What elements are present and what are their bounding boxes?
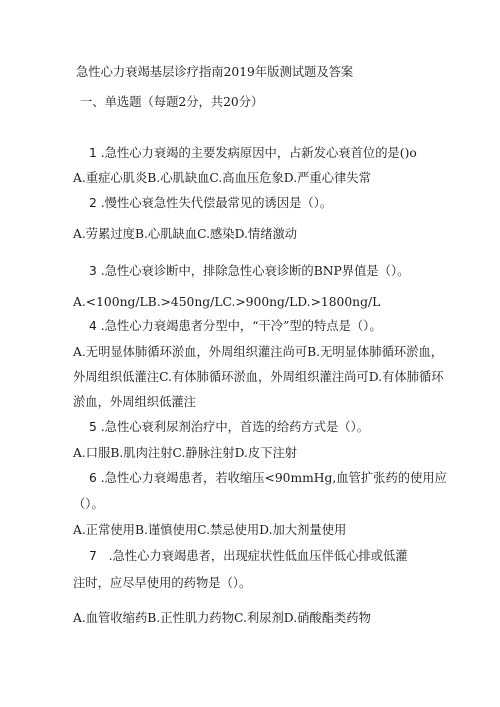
question-text-line-1: .急性心力衰竭患者，若收缩压<90mmHg,血管扩张药的使用应 xyxy=(100,471,447,485)
question-number: 7 xyxy=(89,549,97,563)
question-text: .急性心衰诊断中，排除急性心衰诊断的BNP界值是（）。 xyxy=(100,264,410,278)
question-text: .慢性心衰急性失代偿最常见的诱因是（）。 xyxy=(100,196,333,210)
question-1-options: A.重症心肌炎B.心肌缺血C.高血压危象D.严重心律失常 xyxy=(73,171,371,185)
question-3-options: A.<100ng/LB.>450ng/LC.>900ng/LD.>1800ng/L xyxy=(73,295,381,309)
question-6-options: A.正常使用B.谨慎使用C.禁忌使用D.加大剂量使用 xyxy=(73,523,347,537)
question-text: .急性心力衰竭的主要发病原因中，占新发心衰首位的是()o xyxy=(100,146,417,160)
question-number: 6 xyxy=(89,471,97,485)
question-4-options-line-2: 外周组织低灌注C.有体肺循环淤血，外周组织灌注尚可D.有体肺循环 xyxy=(73,370,444,384)
question-6 xyxy=(89,470,447,486)
question-7-text-line-2: 注时，应尽早使用的药物是（）。 xyxy=(73,576,252,590)
question-2 xyxy=(89,195,332,211)
section-heading: 一、单选题（每题2分，共20分） xyxy=(80,95,264,109)
question-3 xyxy=(89,263,409,279)
question-text: .急性心衰利尿剂治疗中，首选的给药方式是（）。 xyxy=(100,420,370,434)
question-4-options-line-1: A.无明显体肺循环淤血，外周组织灌注尚可B.无明显体肺循环淤血， xyxy=(73,345,444,359)
question-7 xyxy=(89,548,408,564)
question-4 xyxy=(89,318,382,334)
question-5-options: A.口服B.肌肉注射C.静脉注射D.皮下注射 xyxy=(73,446,298,460)
question-4-options-line-3: 淤血，外周组织低灌注 xyxy=(73,395,196,409)
question-6-text-line-2: （）。 xyxy=(73,497,104,511)
question-number: 4 xyxy=(89,319,97,333)
document-title: 急性心力衰竭基层诊疗指南2019年版测试题及答案 xyxy=(76,65,354,79)
question-number: 2 xyxy=(89,196,97,210)
question-number: 5 xyxy=(89,420,97,434)
question-number: 3 xyxy=(89,264,97,278)
question-1 xyxy=(89,145,417,161)
question-2-options: A.劳累过度B.心肌缺血C.感染D.情绪激动 xyxy=(73,227,298,241)
question-text: .急性心力衰竭患者分型中，“干冷”型的特点是（）。 xyxy=(100,319,382,333)
question-number: 1 xyxy=(89,146,97,160)
question-5 xyxy=(89,419,369,435)
question-7-options: A.血管收缩药B.正性肌力药物C.利尿剂D.硝酸酯类药物 xyxy=(73,611,371,625)
question-text-line-1: .急性心力衰竭患者，出现症状性低血压伴低心排或低灌 xyxy=(108,549,408,563)
